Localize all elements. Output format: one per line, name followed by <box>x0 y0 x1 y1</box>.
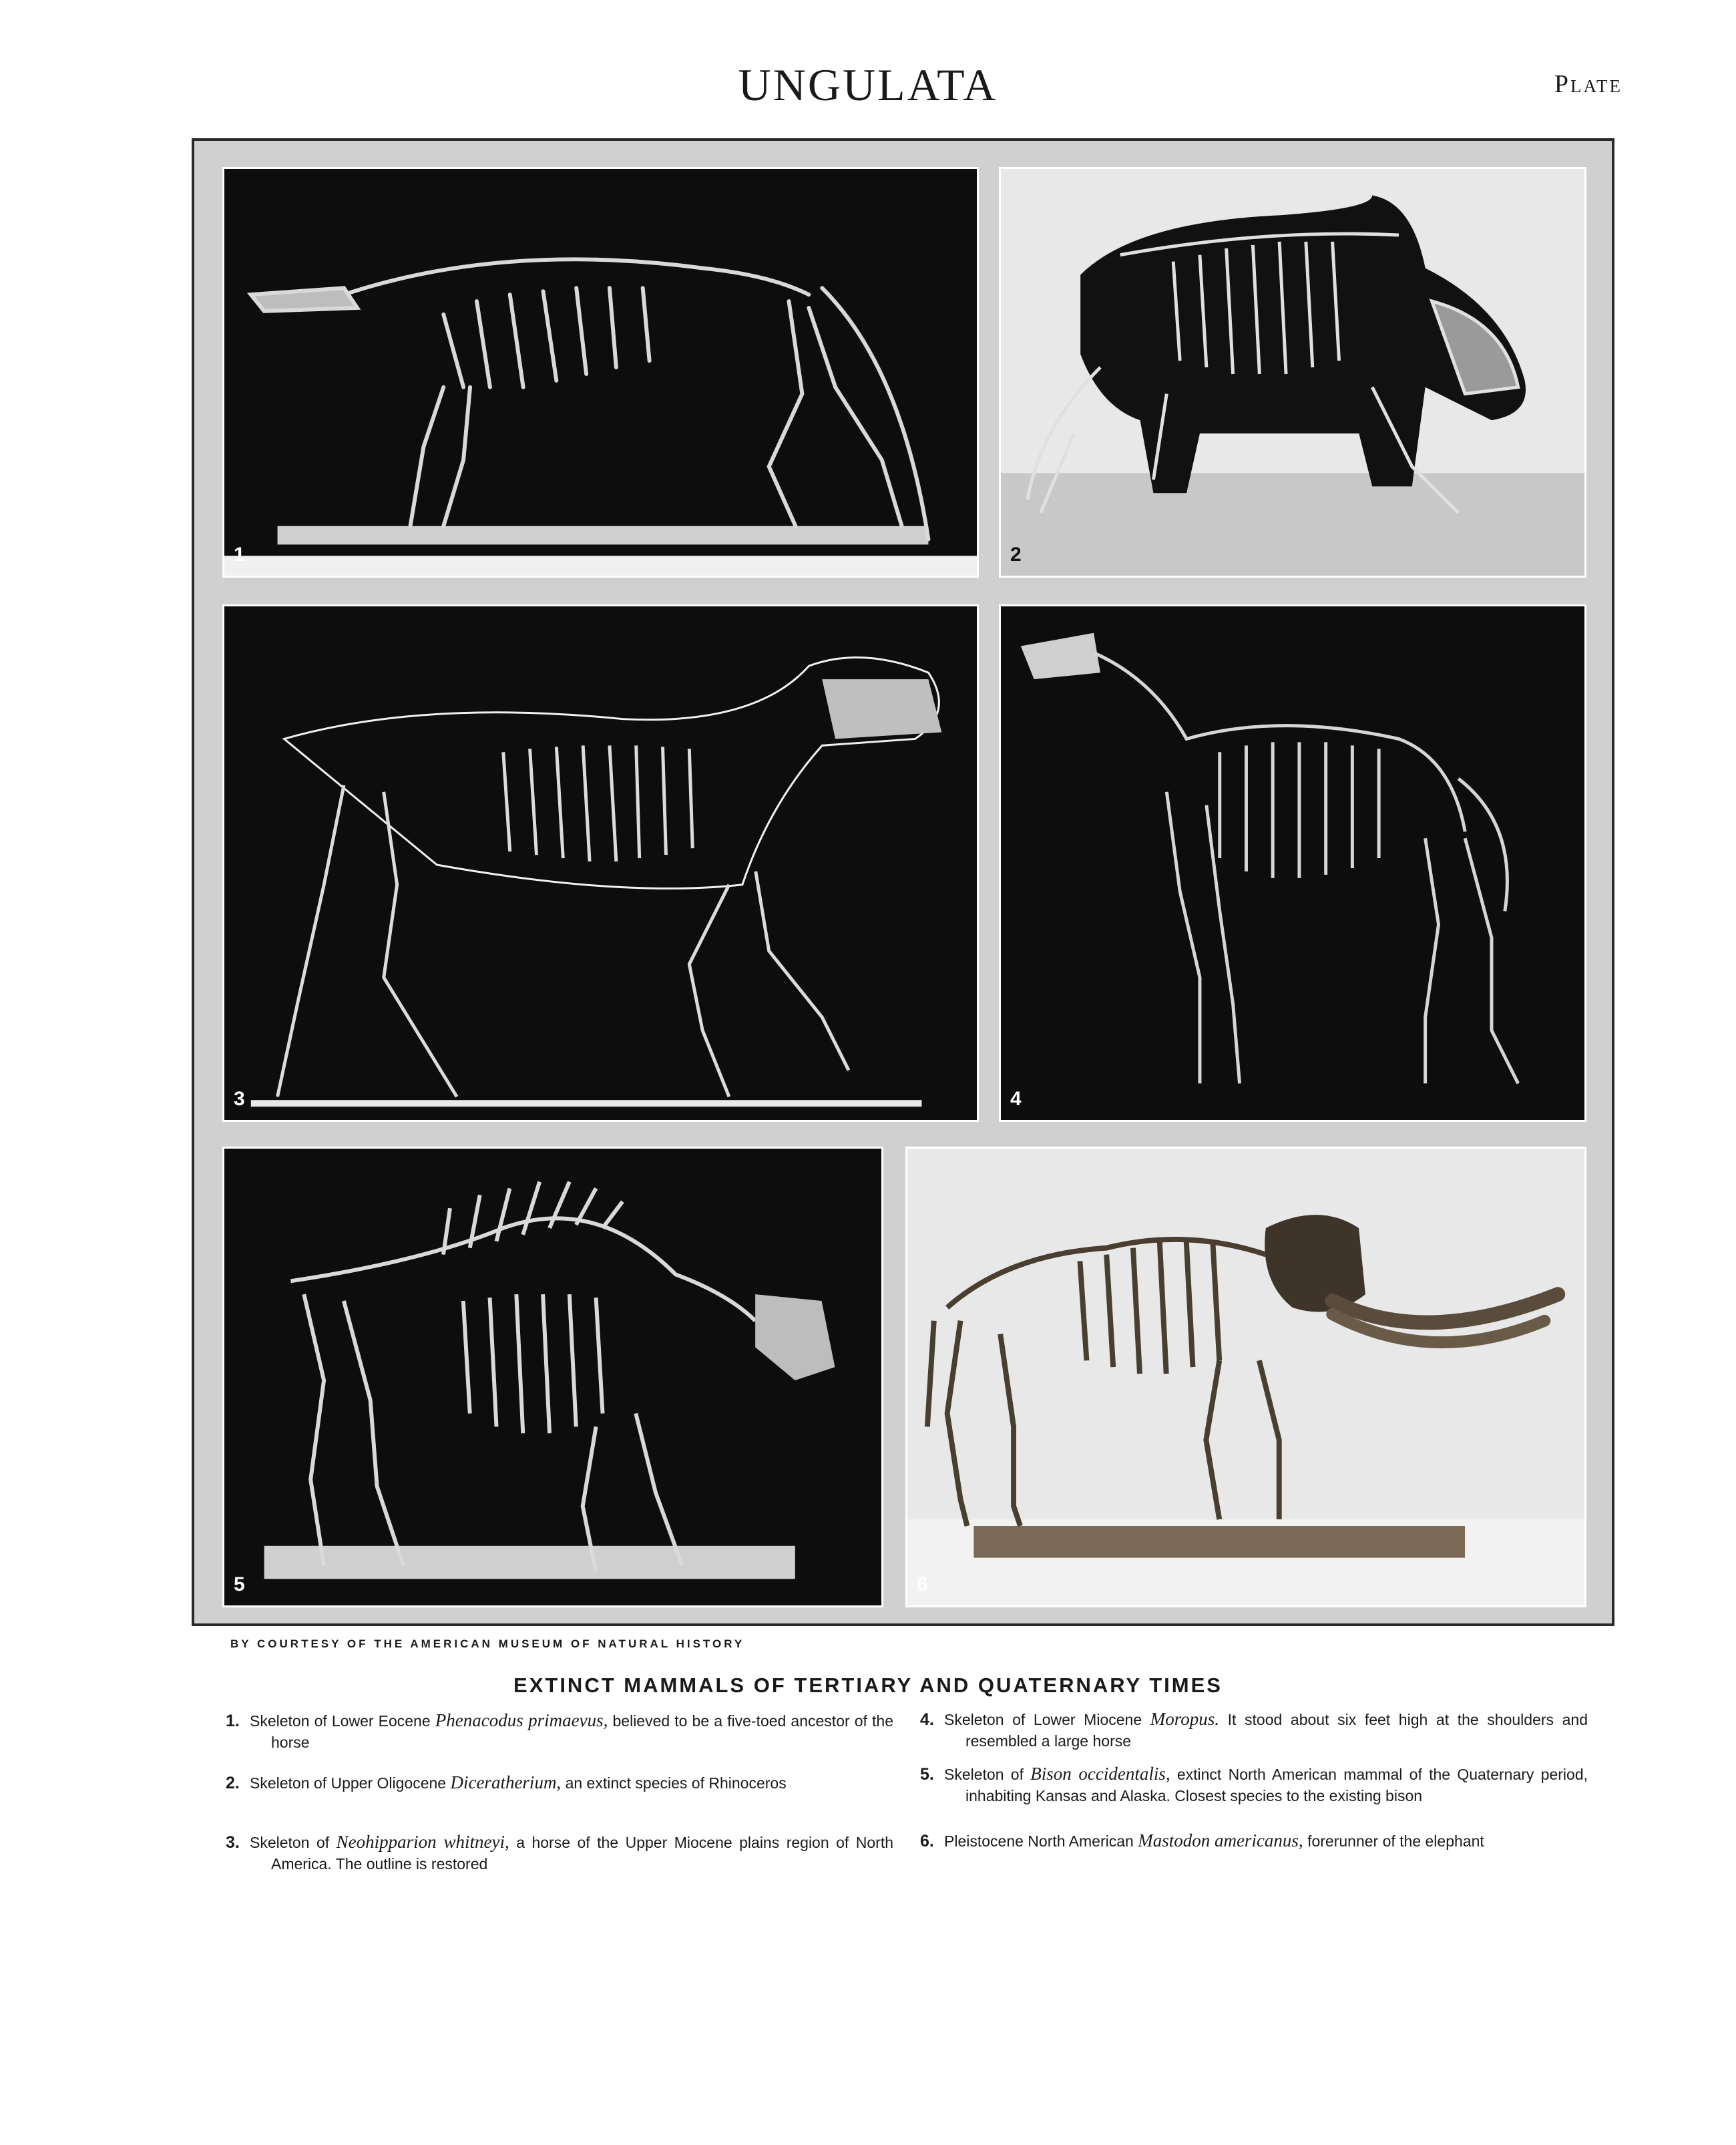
skeleton-2-image <box>1001 169 1584 576</box>
caption-text: extinct North American mammal of the Quaternary period, inhabiting Kansas and Alaska. Closest species to the existing bison <box>965 1766 1588 1804</box>
caption-text: Skeleton of <box>944 1766 1031 1783</box>
skeleton-3-image <box>224 606 977 1120</box>
plate-heading: EXTINCT MAMMALS OF TERTIARY AND QUATERNARY TIMES <box>513 1674 1223 1697</box>
figure-number-4: 4 <box>1010 1088 1022 1110</box>
caption-3 <box>226 1831 893 1875</box>
photo-5 <box>222 1147 883 1607</box>
photo-3 <box>222 604 979 1122</box>
figure-number-6: 6 <box>917 1573 928 1595</box>
caption-text: It stood about six feet high at the shoulders and resembled a large horse <box>965 1711 1588 1750</box>
caption-4 <box>920 1708 1588 1752</box>
caption-number: 6. <box>920 1832 934 1850</box>
figure-number-5: 5 <box>234 1573 245 1595</box>
skeleton-1-image <box>224 169 977 576</box>
caption-text: Skeleton of Upper Oligocene <box>250 1774 451 1792</box>
caption-species: Neohipparion whitneyi, <box>336 1832 509 1852</box>
caption-species: Bison occidentalis, <box>1030 1764 1170 1784</box>
plate-label: Plate <box>1554 70 1622 98</box>
caption-5 <box>920 1763 1588 1806</box>
caption-number: 3. <box>226 1833 240 1852</box>
photo-6 <box>905 1147 1586 1607</box>
caption-text: Skeleton of <box>250 1834 337 1851</box>
page-title: UNGULATA <box>738 59 998 110</box>
photo-4 <box>999 604 1586 1122</box>
figure-number-3: 3 <box>234 1088 245 1110</box>
caption-number: 5. <box>920 1765 934 1784</box>
caption-text: believed to be a five-toed ancestor of the horse <box>271 1712 894 1751</box>
skeleton-6-image <box>907 1149 1584 1605</box>
caption-species: Moropus. <box>1150 1709 1220 1729</box>
caption-6 <box>920 1830 1588 1852</box>
caption-text: a horse of the Upper Miocene plains region of North America. The outline is restored <box>271 1834 894 1873</box>
caption-number: 2. <box>226 1774 240 1792</box>
caption-number: 4. <box>920 1710 934 1729</box>
figure-number-1: 1 <box>234 544 245 566</box>
photo-1 <box>222 167 979 578</box>
caption-number: 1. <box>226 1712 240 1730</box>
caption-text: an extinct species of Rhinoceros <box>561 1774 787 1792</box>
caption-text: forerunner of the elephant <box>1303 1832 1484 1850</box>
caption-species: Phenacodus primaevus, <box>435 1710 608 1730</box>
caption-species: Mastodon americanus, <box>1138 1830 1303 1850</box>
figure-number-2: 2 <box>1010 544 1022 566</box>
photo-2 <box>999 167 1586 578</box>
skeleton-4-image <box>1001 606 1584 1120</box>
caption-text: Pleistocene North American <box>944 1832 1138 1850</box>
caption-text: Skeleton of Lower Miocene <box>944 1711 1150 1728</box>
caption-2 <box>226 1772 893 1794</box>
skeleton-5-image <box>224 1149 881 1605</box>
photo-credit: BY COURTESY OF THE AMERICAN MUSEUM OF NATURAL HISTORY <box>230 1637 745 1650</box>
caption-species: Diceratherium, <box>450 1772 562 1792</box>
caption-1 <box>226 1710 893 1753</box>
caption-text: Skeleton of Lower Eocene <box>250 1712 435 1730</box>
